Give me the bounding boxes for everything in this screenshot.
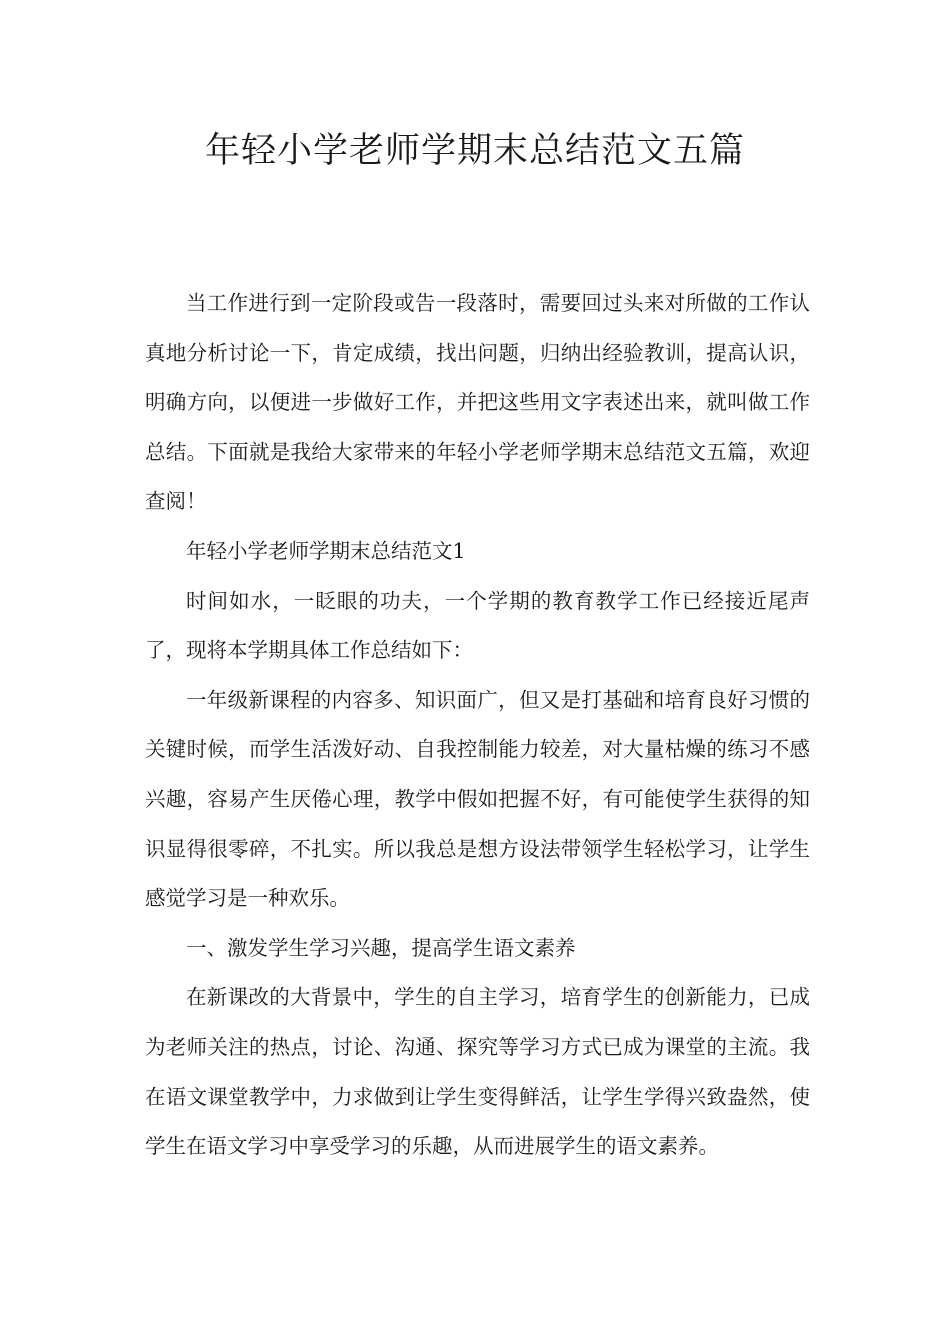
body-paragraph: 一年级新课程的内容多、知识面广，但又是打基础和培育良好习惯的关键时候，而学生活泼好动、自我控制能力较差，对大量枯燥的练习不感兴趣，容易产生厌倦心理，教学中假如把握不好，有可能使学生获得的知识显得很零碎，不扎实。所以我总是想方设法带领学生轻松学习，让学生感觉学习是一种欢乐。 [145, 687, 810, 911]
section-heading-essay-1: 年轻小学老师学期末总结范文1 [186, 538, 466, 563]
document-body [145, 279, 810, 1172]
intro-paragraph: 当工作进行到一定阶段或告一段落时，需要回过头来对所做的工作认真地分析讨论一下，肯定成绩，找出问题，归纳出经验教训，提高认识，明确方向，以便进一步做好工作，并把这些用文字表述出来，就叫做工作总结。下面就是我给大家带来的年轻小学老师学期末总结范文五篇，欢迎查阅！ [145, 291, 810, 514]
body-paragraph: 时间如水，一眨眼的功夫，一个学期的教育教学工作已经接近尾声了，现将本学期具体工作总结如下： [145, 588, 810, 663]
document-title: 年轻小学老师学期末总结范文五篇 [204, 131, 745, 171]
subsection-heading: 一、激发学生学习兴趣，提高学生语文素养 [186, 935, 576, 960]
body-paragraph: 在新课改的大背景中，学生的自主学习，培育学生的创新能力，已成为老师关注的热点，讨论、沟通、探究等学习方式已成为课堂的主流。我在语文课堂教学中，力求做到让学生变得鲜活，让学生学得兴致盎然，使学生在语文学习中享受学习的乐趣，从而进展学生的语文素养。 [145, 985, 810, 1159]
